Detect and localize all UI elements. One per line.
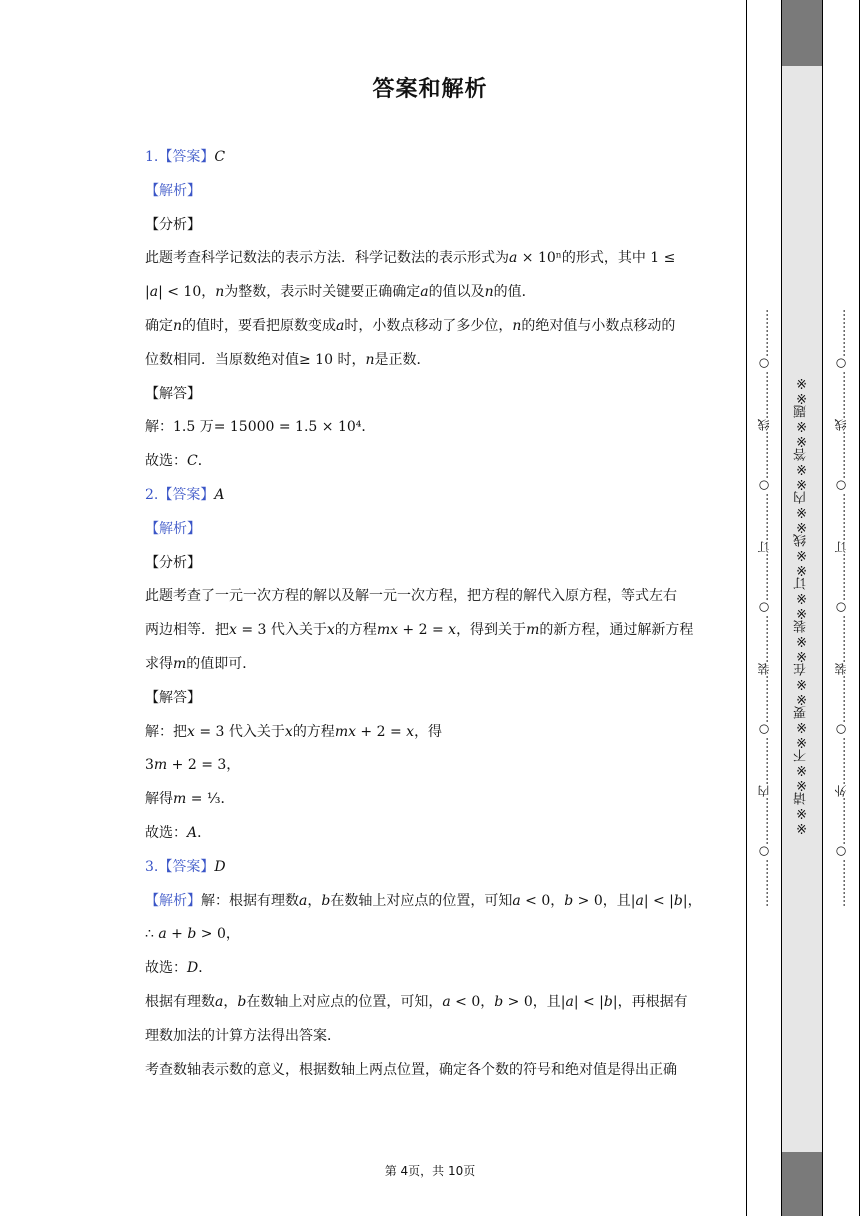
text-span: 解：根据有理数 bbox=[201, 892, 299, 909]
text-line bbox=[145, 924, 720, 944]
text-span: 3.【答案】 bbox=[145, 858, 215, 875]
text-span: ，得到关于 bbox=[456, 622, 527, 639]
text-span: A bbox=[187, 824, 198, 841]
text-span: 根据有理数 bbox=[145, 993, 215, 1010]
text-span: m bbox=[173, 791, 187, 808]
text-line bbox=[145, 789, 720, 809]
text-line bbox=[145, 755, 720, 775]
text-span: ． bbox=[197, 824, 212, 841]
page-title: 答案和解析 bbox=[372, 77, 488, 102]
text-line bbox=[145, 958, 720, 978]
text-span: D bbox=[187, 960, 199, 977]
text-span: 故选： bbox=[145, 453, 187, 470]
text-span: < 0， bbox=[520, 892, 565, 909]
text-line bbox=[145, 688, 720, 708]
text-span: b bbox=[237, 993, 247, 1010]
text-span: x bbox=[326, 622, 335, 639]
text-span: 求得 bbox=[145, 655, 173, 672]
text-span: ． bbox=[198, 960, 213, 977]
text-span: x bbox=[229, 622, 237, 639]
text-span: m bbox=[526, 622, 540, 639]
binding-column-inner: …………○…………内…………○…………装…………○…………订…………○…………线…………○………… bbox=[757, 309, 771, 907]
text-line bbox=[145, 553, 720, 573]
text-span: ， bbox=[223, 993, 238, 1010]
text-span: + 2 = 3， bbox=[167, 757, 241, 774]
text-span: 为整数，表示时关键要正确确定 bbox=[224, 284, 421, 301]
text-line bbox=[145, 316, 720, 336]
text-span: b bbox=[673, 892, 683, 909]
text-line bbox=[145, 350, 720, 370]
text-span: a bbox=[635, 892, 644, 909]
text-span: b bbox=[321, 892, 331, 909]
text-span: a bbox=[336, 317, 345, 334]
text-span: a bbox=[158, 926, 167, 943]
text-span: + 2 = bbox=[397, 622, 449, 639]
text-span: x bbox=[187, 723, 195, 740]
text-line bbox=[145, 215, 720, 235]
text-line bbox=[145, 384, 720, 404]
text-span: 是正数． bbox=[374, 351, 431, 368]
text-span: a bbox=[509, 250, 518, 267]
text-span: a bbox=[565, 993, 574, 1010]
text-span: = ⅓． bbox=[186, 791, 235, 808]
text-span: 在数轴上对应点的位置，可知， bbox=[246, 993, 443, 1010]
text-line bbox=[145, 485, 720, 505]
text-span: x bbox=[448, 622, 457, 639]
text-span: + bbox=[166, 926, 188, 943]
text-span: 此题考查科学记数法的表示方法．科学记数法的表示形式为 bbox=[145, 250, 509, 267]
text-span: 在数轴上对应点的位置，可知 bbox=[330, 892, 513, 909]
text-span: = 3 代入关于 bbox=[194, 723, 285, 740]
text-span: n bbox=[365, 351, 375, 368]
text-span: C bbox=[214, 149, 226, 165]
text-span: 故选： bbox=[145, 960, 187, 977]
text-span: ． bbox=[197, 453, 212, 470]
text-span: 的绝对值与小数点移动的 bbox=[521, 317, 676, 334]
text-span: n bbox=[484, 284, 494, 301]
text-span: 的方程 bbox=[334, 622, 377, 639]
text-line bbox=[145, 451, 720, 471]
text-span: x bbox=[284, 723, 293, 740]
text-span: 3 bbox=[145, 757, 154, 774]
text-span: C bbox=[187, 453, 198, 470]
text-span: m bbox=[153, 757, 168, 774]
text-span: 的值． bbox=[493, 284, 536, 301]
text-span: x bbox=[406, 723, 415, 740]
text-span: 【分析】 bbox=[145, 216, 201, 233]
text-span: 解：把 bbox=[145, 723, 187, 740]
text-line bbox=[145, 823, 720, 843]
page-footer: 第 4页，共 10页 bbox=[384, 1164, 476, 1178]
text-span: 【解答】 bbox=[145, 689, 201, 706]
text-span: 解：1.5 万= 15000 = 1.5 × 10⁴． bbox=[145, 419, 376, 436]
text-span: 的值以及 bbox=[428, 284, 485, 301]
text-span: 位数相同．当原数绝对值≥ 10 时， bbox=[145, 351, 366, 368]
text-line bbox=[145, 722, 720, 742]
text-span: + 2 = bbox=[355, 723, 407, 740]
binding-block-bottom bbox=[782, 1152, 822, 1216]
binding-warning: ※※请※※不※※要※※在※※装※※订※※线※※内※※答※※题※※ bbox=[794, 375, 809, 835]
text-line bbox=[145, 417, 720, 437]
text-span: 的方程 bbox=[292, 723, 335, 740]
text-span: 时，小数点移动了多少位， bbox=[344, 317, 513, 334]
text-span: 解得 bbox=[145, 791, 173, 808]
text-span: 2.【答案】 bbox=[145, 486, 215, 503]
text-line bbox=[145, 248, 720, 268]
text-span: 【分析】 bbox=[145, 554, 201, 571]
text-span: mx bbox=[334, 723, 356, 740]
text-span: 【解答】 bbox=[145, 385, 201, 402]
text-span: |，再根据有 bbox=[612, 993, 688, 1010]
text-span: > 0， bbox=[196, 926, 240, 943]
text-span: 故选： bbox=[145, 824, 187, 841]
text-line bbox=[145, 519, 720, 539]
text-line bbox=[145, 891, 720, 911]
text-span: 1.【答案】 bbox=[145, 149, 215, 165]
text-line bbox=[145, 147, 720, 167]
answer-content bbox=[145, 147, 720, 1093]
text-span: b bbox=[603, 993, 613, 1010]
text-span: D bbox=[214, 858, 226, 875]
text-span: m bbox=[173, 655, 187, 672]
text-line bbox=[145, 992, 720, 1012]
text-span: b bbox=[494, 993, 504, 1010]
text-span: n bbox=[512, 317, 522, 334]
text-span: a bbox=[420, 284, 429, 301]
text-span: 的新方程，通过解新方程 bbox=[539, 622, 694, 639]
text-line bbox=[145, 282, 720, 302]
text-span: ∴ bbox=[145, 926, 159, 943]
text-span: b bbox=[187, 926, 197, 943]
text-span: n bbox=[215, 284, 225, 301]
text-line bbox=[145, 1026, 720, 1046]
text-line bbox=[145, 620, 720, 640]
text-span: b bbox=[564, 892, 574, 909]
text-span: a bbox=[149, 284, 159, 301]
text-span: 的值时，要看把原数变成 bbox=[182, 317, 337, 334]
text-span: |， bbox=[682, 892, 702, 909]
text-span: mx bbox=[376, 622, 398, 639]
text-span: 理数加法的计算方法得出答案． bbox=[145, 1027, 341, 1044]
text-span: × 10ⁿ的形式，其中 1 ≤ bbox=[517, 250, 676, 267]
text-span: > 0，且| bbox=[573, 892, 636, 909]
text-span: a bbox=[215, 993, 224, 1010]
text-span: = 3 代入关于 bbox=[236, 622, 327, 639]
text-span: ， bbox=[307, 892, 322, 909]
text-span: | < | bbox=[573, 993, 604, 1010]
text-span: 此题考查了一元一次方程的解以及解一元一次方程，把方程的解代入原方程，等式左右 bbox=[145, 588, 677, 605]
text-line bbox=[145, 654, 720, 674]
text-line bbox=[145, 1060, 720, 1080]
text-span: > 0，且| bbox=[503, 993, 566, 1010]
text-span: a bbox=[512, 892, 521, 909]
text-span: | < | bbox=[643, 892, 674, 909]
text-span: | < 10， bbox=[158, 284, 216, 301]
binding-block-top bbox=[782, 0, 822, 66]
text-line bbox=[145, 586, 720, 606]
text-span: a bbox=[442, 993, 451, 1010]
text-span: 【解析】 bbox=[145, 892, 201, 909]
text-span: 考查数轴表示数的意义，根据数轴上两点位置，确定各个数的符号和绝对值是得出正确 bbox=[145, 1061, 677, 1078]
text-line bbox=[145, 857, 720, 877]
text-span: 两边相等．把 bbox=[145, 622, 229, 639]
text-span: 的值即可． bbox=[186, 655, 257, 672]
text-span: A bbox=[214, 486, 225, 503]
text-span: | bbox=[145, 284, 150, 301]
text-span: n bbox=[173, 317, 183, 334]
text-span: 【解析】 bbox=[145, 520, 201, 537]
text-span: a bbox=[299, 892, 308, 909]
text-span: 确定 bbox=[145, 317, 173, 334]
binding-column-outer: …………○…………外…………○…………装…………○…………订…………○…………线…………○………… bbox=[834, 309, 848, 907]
text-span: ，得 bbox=[414, 723, 443, 740]
text-span: < 0， bbox=[450, 993, 495, 1010]
text-line bbox=[145, 181, 720, 201]
text-span: 【解析】 bbox=[145, 182, 201, 199]
